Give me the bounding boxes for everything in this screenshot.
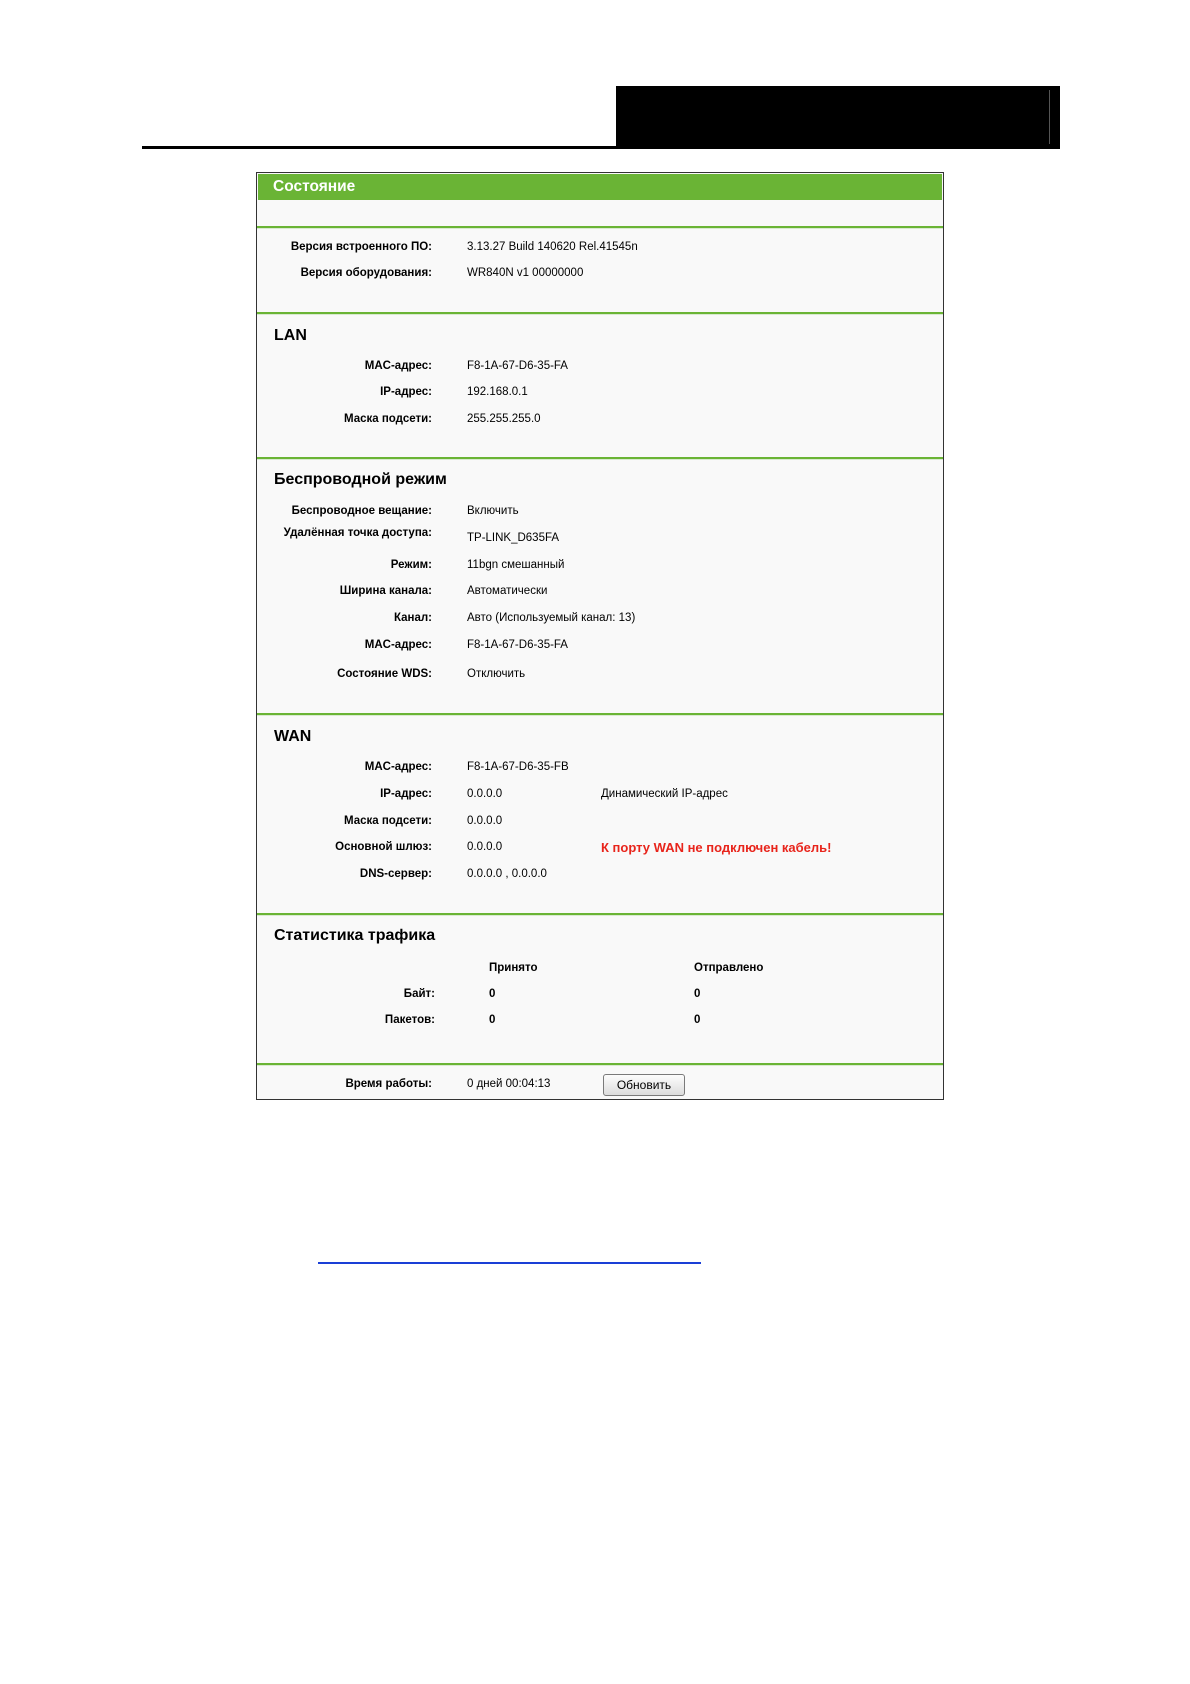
traffic-section-title: Статистика трафика bbox=[274, 927, 436, 944]
wireless-section-title: Беспроводной режим bbox=[274, 471, 447, 488]
section-separator bbox=[257, 312, 943, 314]
section-separator bbox=[257, 457, 943, 459]
wan-mac-label: MAC-адрес: bbox=[364, 761, 432, 773]
traffic-packets-received: 0 bbox=[489, 1014, 496, 1026]
wireless-wds-label: Состояние WDS: bbox=[337, 668, 432, 680]
status-panel bbox=[256, 172, 944, 1100]
wan-gateway-value: 0.0.0.0 bbox=[467, 841, 503, 853]
traffic-sent-header: Отправлено bbox=[694, 962, 764, 974]
lan-mask-value: 255.255.255.0 bbox=[467, 413, 541, 425]
firmware-version-label: Версия встроенного ПО: bbox=[290, 241, 432, 253]
wan-gateway-label: Основной шлюз: bbox=[335, 841, 432, 853]
wireless-channel-label: Канал: bbox=[393, 612, 432, 624]
lan-section-title: LAN bbox=[274, 327, 307, 344]
wireless-mode-label: Режим: bbox=[390, 559, 432, 571]
wan-connection-type: Динамический IP-адрес bbox=[601, 788, 728, 800]
wan-dns-value: 0.0.0.0 , 0.0.0.0 bbox=[467, 868, 547, 880]
lan-ip-label: IP-адрес: bbox=[380, 386, 432, 398]
wireless-ssid-value: TP-LINK_D635FA bbox=[467, 532, 560, 544]
wan-mac-value: F8-1A-67-D6-35-FB bbox=[467, 761, 569, 773]
wireless-mac-label: MAC-адрес: bbox=[364, 639, 432, 651]
wireless-width-value: Автоматически bbox=[467, 585, 548, 597]
hyperlink-underline[interactable] bbox=[318, 1262, 701, 1264]
wireless-wds-value: Отключить bbox=[467, 668, 526, 680]
traffic-packets-sent: 0 bbox=[694, 1014, 701, 1026]
traffic-bytes-sent: 0 bbox=[694, 988, 701, 1000]
traffic-received-header: Принято bbox=[489, 962, 538, 974]
header-rule bbox=[142, 146, 1060, 149]
header-black-block bbox=[616, 86, 1060, 148]
wireless-mac-value: F8-1A-67-D6-35-FA bbox=[467, 639, 568, 651]
hardware-version-value: WR840N v1 00000000 bbox=[467, 267, 584, 279]
uptime-value: 0 дней 00:04:13 bbox=[467, 1078, 551, 1090]
section-separator bbox=[257, 713, 943, 715]
wan-cable-warning: К порту WAN не подключен кабель! bbox=[601, 840, 832, 855]
section-separator bbox=[257, 1063, 943, 1065]
traffic-packets-label: Пакетов: bbox=[384, 1014, 435, 1026]
lan-ip-value: 192.168.0.1 bbox=[467, 386, 528, 398]
wan-mask-label: Маска подсети: bbox=[344, 815, 432, 827]
wireless-width-label: Ширина канала: bbox=[339, 585, 432, 597]
uptime-label: Время работы: bbox=[345, 1078, 432, 1090]
lan-mac-value: F8-1A-67-D6-35-FA bbox=[467, 360, 568, 372]
hardware-version-label: Версия оборудования: bbox=[300, 267, 432, 279]
firmware-version-value: 3.13.27 Build 140620 Rel.41545n bbox=[467, 241, 638, 253]
wireless-broadcast-label: Беспроводное вещание: bbox=[291, 505, 432, 517]
wan-ip-value: 0.0.0.0 bbox=[467, 788, 503, 800]
wan-dns-label: DNS-сервер: bbox=[359, 868, 432, 880]
traffic-bytes-label: Байт: bbox=[403, 988, 435, 1000]
header-block-divider bbox=[1049, 90, 1050, 144]
section-separator bbox=[257, 226, 943, 228]
lan-mask-label: Маска подсети: bbox=[344, 413, 432, 425]
wan-section-title: WAN bbox=[274, 728, 312, 745]
wireless-broadcast-value: Включить bbox=[467, 505, 519, 517]
panel-title: Состояние bbox=[258, 174, 942, 200]
wan-ip-label: IP-адрес: bbox=[380, 788, 432, 800]
section-separator bbox=[257, 913, 943, 915]
traffic-bytes-received: 0 bbox=[489, 988, 496, 1000]
wireless-channel-value: Авто (Используемый канал: 13) bbox=[467, 612, 636, 624]
wireless-ssid-label: Удалённая точка доступа: bbox=[283, 527, 432, 539]
wireless-mode-value: 11bgn смешанный bbox=[467, 559, 565, 571]
refresh-button[interactable]: Обновить bbox=[603, 1074, 685, 1096]
lan-mac-label: MAC-адрес: bbox=[364, 360, 432, 372]
wan-mask-value: 0.0.0.0 bbox=[467, 815, 503, 827]
